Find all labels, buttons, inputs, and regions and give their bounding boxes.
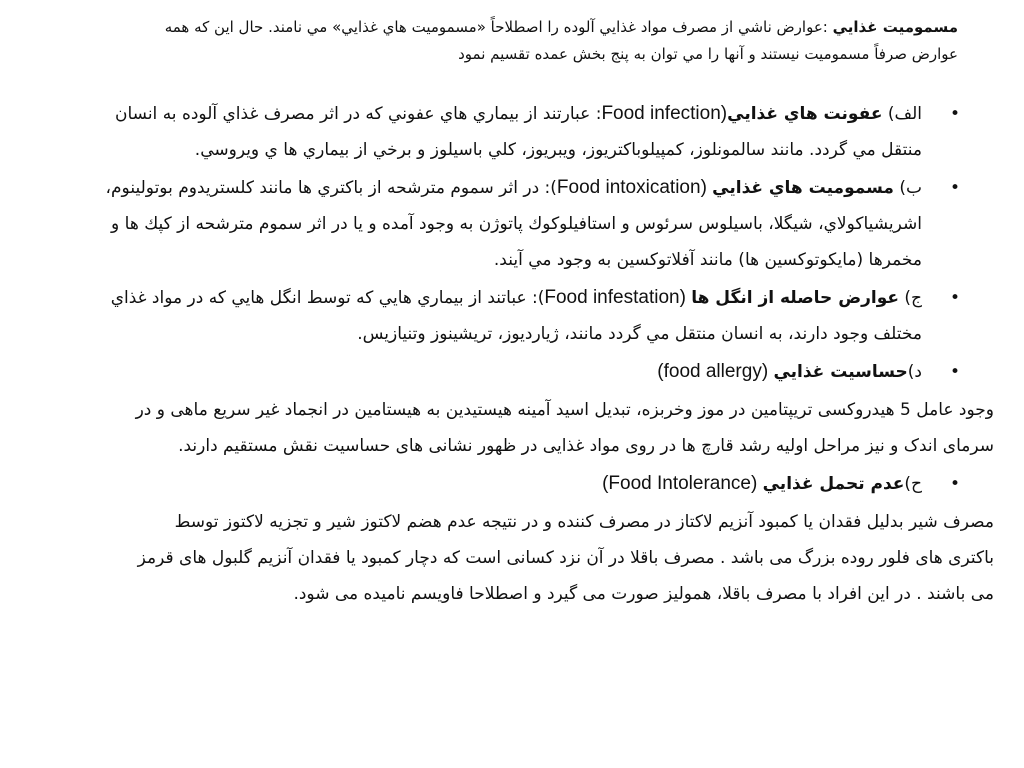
intro-title: مسموميت غذايي — [832, 18, 958, 36]
item-term: حساسيت غذايي — [773, 362, 908, 382]
bullet-icon: • — [949, 178, 960, 198]
item-prefix: ج) — [898, 288, 922, 308]
allergy-paragraph: وجود عامل 5 هیدروکسی تریپتامین در موز وخربزه، تبدیل اسید آمینه هیستیدین به هیستامین در انجماد غیر سریع ماهی و در سرمای اندک و نیز مراحل اولیه رشد قارچ ها در روی مواد غذایی در ظهور نشانی های حساسیت نقش مستقیم دارند. — [135, 400, 994, 456]
item-description: ): عباتند از بيماري هايي كه توسط انگل هايي كه در مواد غذاي مختلف وجود دارند، به انسان منتقل مي گردد مانند، ژيارديوز، تريشينوز وتنيازيس. — [110, 288, 922, 344]
bullet-icon: • — [949, 474, 960, 494]
content-body — [94, 96, 994, 614]
item-term: مسموميت هاي غذايي — [712, 178, 894, 198]
bullet-icon: • — [949, 362, 960, 382]
item-term: عوارض حاصله از انگل ها — [691, 288, 899, 308]
bullet-icon: • — [949, 104, 960, 124]
item-prefix: الف) — [882, 104, 922, 124]
item-latin: (food allergy) — [657, 361, 774, 382]
intro-text-2: عوارض صرفاً مسموميت نيستند و آنها را مي توان به پنج بخش عمده تقسيم نمود — [458, 45, 958, 63]
item-latin: (Food Intolerance) — [602, 473, 763, 494]
list-item-food-intolerance — [94, 466, 964, 502]
item-latin: (Food infestation — [544, 287, 692, 308]
list-item-food-infestation — [94, 280, 964, 352]
item-prefix: ب) — [893, 178, 922, 198]
item-prefix: د) — [907, 362, 922, 382]
list-item-food-intoxication — [94, 170, 964, 278]
item-description: : عبارتند از بيماري هاي عفوني كه در اثر مصرف غذاي آلوده به انسان منتقل مي گردد. مانند سالمونلوز، كمپيلوباكتريوز، ويبريوز، كلي باسيلوز و برخي از بيماري ها ي ويروسي. — [115, 104, 922, 160]
item-prefix: ح) — [904, 474, 922, 494]
list-item-food-infection — [94, 96, 964, 168]
item-latin: (Food intoxication — [556, 177, 713, 198]
intolerance-paragraph: مصرف شیر بدلیل فقدان یا کمبود آنزیم لاکتاز در مصرف کننده و در نتیجه عدم هضم لاکتوز شیر و تجزیه لاکتوز توسط باکتری های فلور روده بزرگ می باشد . مصرف باقلا در آن نزد کسانی است که دچار کمبود یا فقدان آنزیم گلبول های قرمز می باشند . در این افراد با مصرف باقلا، همولیز صورت می گیرد و اصطلاحا فاویسم نامیده می شود. — [137, 512, 994, 604]
item-latin: (Food infection — [601, 103, 728, 124]
intro-paragraph — [58, 14, 958, 68]
list-item-food-allergy — [94, 354, 964, 390]
item-term: عدم تحمل غذايي — [762, 474, 905, 494]
intro-text-1: :عوارض ناشي از مصرف مواد غذايي آلوده را اصطلاحاً «مسموميت هاي غذايي» مي نامند. حال اين که همه — [164, 18, 833, 36]
item-term: عفونت هاي غذايي — [727, 104, 883, 124]
item-description: ): در اثر سموم مترشحه از باكتري ها مانند كلستريدوم بوتولينوم، اشريشياكولاي، شيگلا، باسيلوس سرئوس و استافيلوكوك پاتوژن به وجود آمده و يا در اثر سموم مترشحه از كپك ها و مخمرها (مايكوتوكسين ها) مانند آفلاتوكسين به وجود مي آيند. — [105, 178, 922, 270]
bullet-icon: • — [949, 288, 960, 308]
